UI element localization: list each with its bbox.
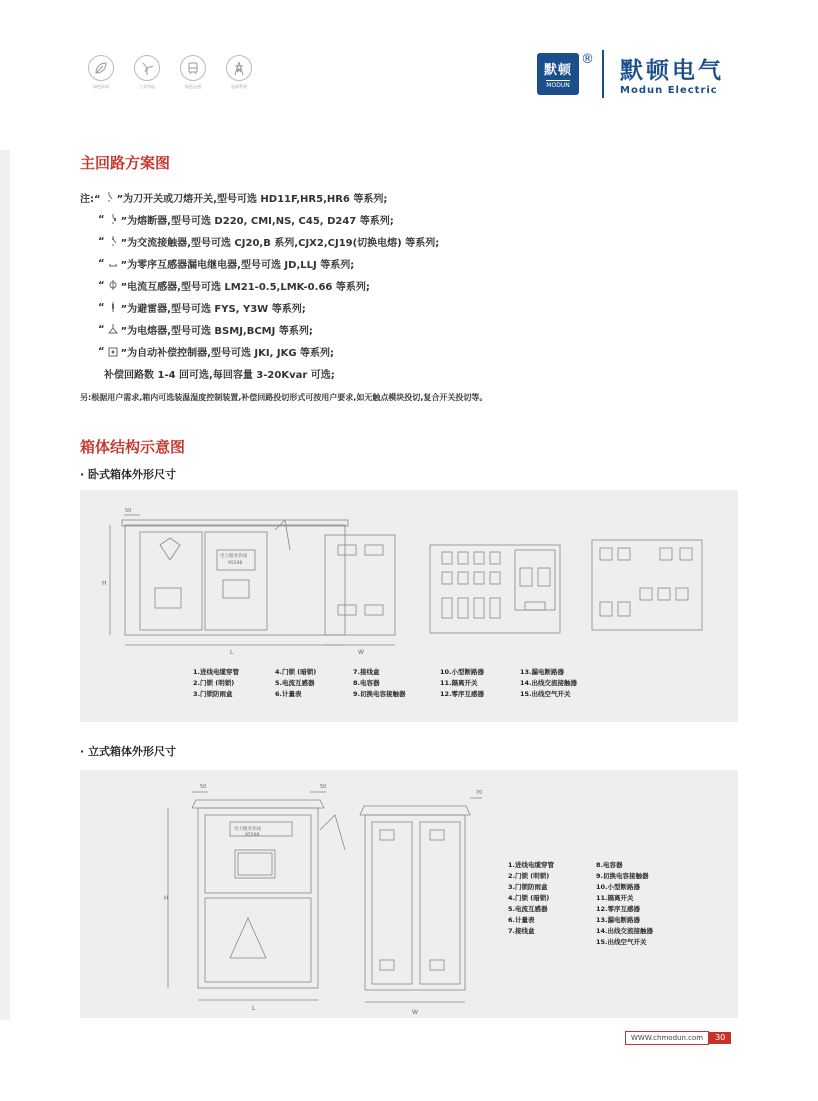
wind-turbine-icon [134, 55, 160, 81]
horizontal-legend-col1 [193, 667, 239, 700]
dimension-H: H [164, 895, 169, 902]
brand-logo [537, 50, 724, 98]
note-item [80, 186, 439, 208]
icon-label: 绿色环保 [93, 84, 109, 89]
legend-item: 2.门锁 (明锁) [193, 679, 235, 687]
note-item [80, 296, 439, 318]
knife-switch-icon [103, 191, 115, 203]
legend-item: 1.进线电缆穿管 [193, 668, 239, 676]
dimension-50: 50 [200, 784, 207, 790]
horizontal-legend-col3 [353, 667, 406, 700]
capacitor-icon [107, 323, 119, 335]
icon-label: 工业用电 [139, 84, 155, 89]
website-link[interactable]: WWW.chmodun.com [625, 1031, 709, 1045]
legend-item: 14.出线交流接触器 [520, 679, 578, 687]
dimension-W: W [412, 1009, 418, 1016]
left-edge-strip [0, 150, 10, 1020]
note-item [80, 274, 439, 296]
note-text: ”为刀开关或刀熔开关,型号可选 HD11F,HR5,HR6 等系列; [116, 193, 388, 205]
legend-item: 15.出线空气开关 [520, 690, 571, 698]
legend-item: 15.出线空气开关 [596, 938, 647, 946]
note-text: ”为熔断器,型号可选 D220, CMI,NS, C45, D247 等系列; [120, 215, 394, 227]
logo-divider [602, 50, 604, 98]
dimension-L: L [252, 1005, 256, 1012]
icon-label: 轨道交通 [185, 84, 201, 89]
legend-item: 5.电流互感器 [275, 679, 315, 687]
zero-sequence-transformer-icon [107, 257, 119, 269]
legend-item: 14.出线交流接触器 [596, 927, 654, 935]
component-notes [80, 186, 439, 384]
power-tower-icon-group [226, 55, 252, 90]
legend-item: 11.隔离开关 [440, 679, 478, 687]
note-prefix: “ [98, 323, 105, 335]
legend-item: 9.切换电容接触器 [596, 872, 649, 880]
section-title-box-structure: 箱体结构示意图 [80, 438, 186, 456]
leaf-icon [88, 55, 114, 81]
note-text: ”为自动补偿控制器,型号可选 JKI, JKG 等系列; [120, 347, 335, 359]
vertical-legend-col1 [508, 860, 554, 937]
dimension-L: L [230, 649, 234, 656]
compensation-note: 补偿回路数 1-4 回可选,每回容量 3-20Kvar 可选; [104, 369, 335, 381]
icon-label: 电网系统 [231, 84, 247, 89]
note-text: ”为交流接触器,型号可选 CJ20,B 系列,CJX2,CJ19(切换电熔) 等系列; [120, 237, 440, 249]
legend-item: 13.漏电断路器 [596, 916, 641, 924]
legend-item: 7.接线盒 [508, 927, 535, 935]
service-plate-text: 电力服务热线 [234, 827, 261, 832]
legend-item: 7.接线盒 [353, 668, 380, 676]
contactor-icon [107, 235, 119, 247]
service-plate-text: 电力服务热线 [220, 554, 247, 559]
dimension-70: 70 [476, 790, 483, 796]
note-text: ”为零序互感器漏电继电器,型号可选 JD,LLJ 等系列; [120, 259, 355, 271]
dimension-W: W [358, 649, 364, 656]
service-plate-number: 95598 [228, 561, 243, 566]
legend-item: 11.隔离开关 [596, 894, 634, 902]
brand-en: Modun Electric [620, 85, 718, 96]
note-text: ”电流互感器,型号可选 LM21-0.5,LMK-0.66 等系列; [120, 281, 370, 293]
legend-item: 8.电容器 [596, 861, 623, 869]
note-item [80, 252, 439, 274]
dimension-50: 50 [320, 784, 327, 790]
legend-item: 3.门锁防雨盒 [508, 883, 548, 891]
note-prefix: “ [98, 213, 105, 225]
legend-item: 3.门锁防雨盒 [193, 690, 233, 698]
leaf-icon-group [88, 55, 114, 90]
brand-name [620, 52, 724, 96]
legend-item: 1.进线电缆穿管 [508, 861, 554, 869]
category-icons [88, 55, 252, 90]
legend-item: 12.零序互感器 [596, 905, 641, 913]
logo-mark [537, 53, 579, 95]
subtitle-vertical-box: · 立式箱体外形尺寸 [80, 745, 177, 758]
note-prefix: 注:“ [80, 193, 101, 205]
horizontal-legend-col4 [440, 667, 484, 700]
page-footer [625, 1031, 731, 1045]
vertical-legend-col2 [596, 860, 653, 948]
service-plate-number: 95598 [245, 833, 260, 838]
legend-item: 4.门锁 (暗锁) [275, 668, 317, 676]
legend-item: 10.小型断路器 [596, 883, 641, 891]
vertical-box-drawing-panel [80, 770, 738, 1018]
legend-item: 5.电流互感器 [508, 905, 548, 913]
legend-item: 9.切换电容接触器 [353, 690, 406, 698]
section-title-main-circuit: 主回路方案图 [80, 154, 171, 172]
legend-item: 4.门锁 (暗锁) [508, 894, 550, 902]
note-item [80, 340, 439, 362]
legend-item: 13.漏电断路器 [520, 668, 565, 676]
subtitle-horizontal-box: · 卧式箱体外形尺寸 [80, 468, 177, 481]
note-item [80, 318, 439, 340]
logo-en: MODUN [546, 82, 570, 89]
train-icon-group [180, 55, 206, 90]
note-prefix: “ [98, 235, 105, 247]
legend-item: 10.小型断路器 [440, 668, 485, 676]
train-icon [180, 55, 206, 81]
current-transformer-icon [107, 279, 119, 291]
note-text: ”为避雷器,型号可选 FYS, Y3W 等系列; [120, 303, 306, 315]
extra-note: 另:根据用户需求,箱内可选装温湿度控制装置,补偿回路投切形式可按用户要求,如无触点模块投切,复合开关投切等。 [80, 393, 488, 402]
fuse-icon [107, 213, 119, 225]
horizontal-legend-col5 [520, 667, 577, 700]
dimension-50: 50 [125, 508, 132, 514]
surge-arrester-icon [107, 301, 119, 313]
note-prefix: “ [98, 279, 105, 291]
note-prefix: “ [98, 257, 105, 269]
brand-cn: 默顿电气 [620, 58, 724, 84]
legend-item: 6.计量表 [508, 916, 535, 924]
registered-mark: ® [581, 52, 594, 67]
note-prefix: “ [98, 345, 105, 357]
note-prefix: “ [98, 301, 105, 313]
legend-item: 12.零序互感器 [440, 690, 485, 698]
horizontal-box-drawing [80, 490, 738, 722]
wind-turbine-icon-group [134, 55, 160, 90]
note-item [80, 208, 439, 230]
legend-item: 8.电容器 [353, 679, 380, 687]
power-tower-icon [226, 55, 252, 81]
dimension-H: H [102, 580, 107, 587]
legend-item: 6.计量表 [275, 690, 302, 698]
page-number: 30 [709, 1032, 731, 1044]
legend-item: 2.门锁 (明锁) [508, 872, 550, 880]
horizontal-legend-col2 [275, 667, 316, 700]
note-item [80, 230, 439, 252]
note-text: ”为电熔器,型号可选 BSMJ,BCMJ 等系列; [120, 325, 313, 337]
logo-cn: 默顿 [543, 63, 572, 78]
controller-icon [107, 345, 119, 357]
horizontal-box-drawing-panel [80, 490, 738, 722]
